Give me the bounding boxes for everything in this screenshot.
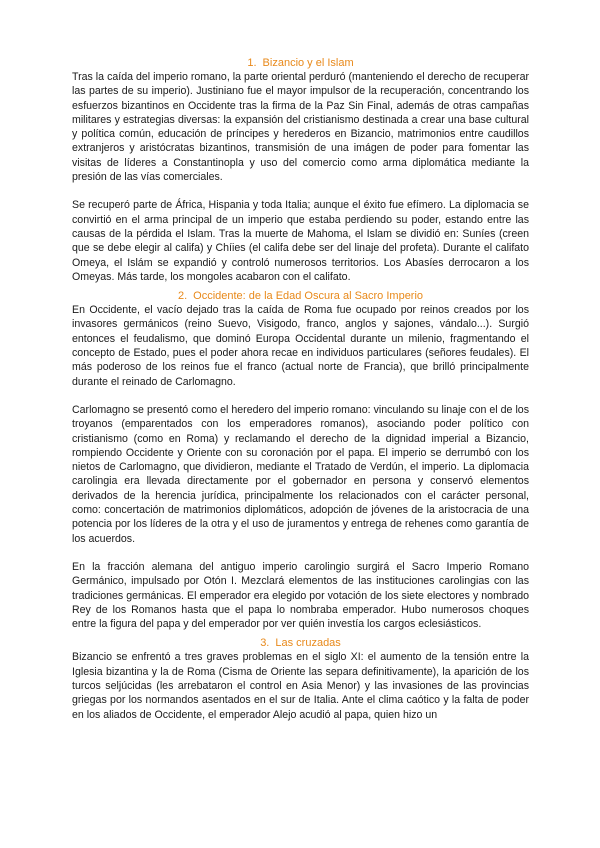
section-heading-bizancio (72, 56, 529, 70)
section-title: Las cruzadas (275, 637, 341, 650)
section-number: 1. (247, 57, 257, 69)
section-heading-cruzadas (72, 636, 529, 650)
paragraph: Bizancio se enfrentó a tres graves problemas en el siglo XI: el aumento de la tensión entre la Iglesia bizantina y la de Roma (Cisma de Oriente las separa definitivamente), la aparición de los turcos seljúcidas (les arrebataron el control en Asia Menor) y las invasiones de las provincias griegas por los normandos asentados en el sur de Italia. Ante el clima caótico y la falta de poder en los aliados de Occidente, el emperador Alejo acudió al papa, quien hizo un (72, 651, 529, 721)
paragraph: Se recuperó parte de África, Hispania y toda Italia; aunque el éxito fue efímero. La diplomacia se convirtió en el arma principal de un imperio que estaba perdiendo su poder, estando entre las causas de la pérdida el Islam. Tras la muerte de Mahoma, el Islam se dividió en: Suníes (creen que se debe elegir al califa) y Chíies (el califa debe ser del linaje del profeta). Durante el califato Omeya, el Islám se expandió y controló numerosos territorios. Los Abasíes derrocaron a los Omeyas. Más tarde, los mongoles acabaron con el califato. (72, 199, 529, 283)
section-heading-occidente (72, 289, 529, 303)
section-number: 2. (177, 290, 188, 303)
paragraph: En Occidente, el vacío dejado tras la caída de Roma fue ocupado por reinos creados por los invasores germánicos (reino Suevo, Visigodo, franco, anglos y sajones, vándalo...). Surgió entonces el feudalismo, que dominó Europa Occidental durante un milenio, fragmentando el concepto de Estado, pues el poder ahora recae en individuos particulares (señores feudales). El más poderoso de los reinos fue el franco (actual norte de Francia), que brilló principalmente durante el reinado de Carlomagno. (72, 304, 529, 388)
section-title: Bizancio y el Islam (262, 57, 354, 69)
paragraph: Tras la caída del imperio romano, la parte oriental perduró (manteniendo el derecho de recuperar las partes de su imperio). Justiniano fue el mayor impulsor de la recuperación, concentrando los esfuerzos bizantinos en Occidente tras la firma de la Paz Sin Final, además de otras campañas militares y estrategias diversas: la expansión del cristianismo destinada a crear una base cultural y política común, educación de príncipes y herederos en Bizancio, matrimonios entre caudillos extranjeros y aristócratas bizantinos, transmisión de una imágen de poder para fomentar las visitas de líderes a Constantinopla y uso del comercio como arma diplomática mediante la presión de las vías comerciales. (72, 71, 529, 184)
paragraph: En la fracción alemana del antiguo imperio carolingio surgirá el Sacro Imperio Romano Germánico, impulsado por Otón I. Mezclará elementos de las instituciones carolingias con las tradiciones germánicas. El emperador era elegido por votación de los siete electores y nombrado Rey de los Romanos hasta que el papa lo nombraba emperador. Hubo numerosos choques entre la figura del papa y del emperador por ver quién investía los cargos eclesiásticos. (72, 560, 529, 631)
document-page (72, 56, 529, 722)
section-number: 3. (260, 637, 270, 650)
section-title: Occidente: de la Edad Oscura al Sacro Imperio (193, 290, 424, 303)
paragraph: Carlomagno se presentó como el heredero del imperio romano: vinculando su linaje con el de los troyanos (emparentados con los emperadores romanos), asociando poder político con cristianismo (como en Roma) y reclamando el derecho de la dignidad imperial a Bizancio, rompiendo Occidente y Oriente con su coronación por el papa. El imperio se derrumbó con los nietos de Carlomagno, que dividieron, mediante el Tratado de Verdún, el imperio. La diplomacia carolingia era llevada directamente por el gobernador en persona y conservó elementos derivados de la herencia jurídica, principalmente los relacionados con el carácter personal, como: concertación de matrimonios diplomáticos, adopción de jóvenes de la aristocracia de una potencia por los líderes de la otra y el uso de juramentos y entrega de rehenes como garantía de los acuerdos. (72, 403, 529, 545)
